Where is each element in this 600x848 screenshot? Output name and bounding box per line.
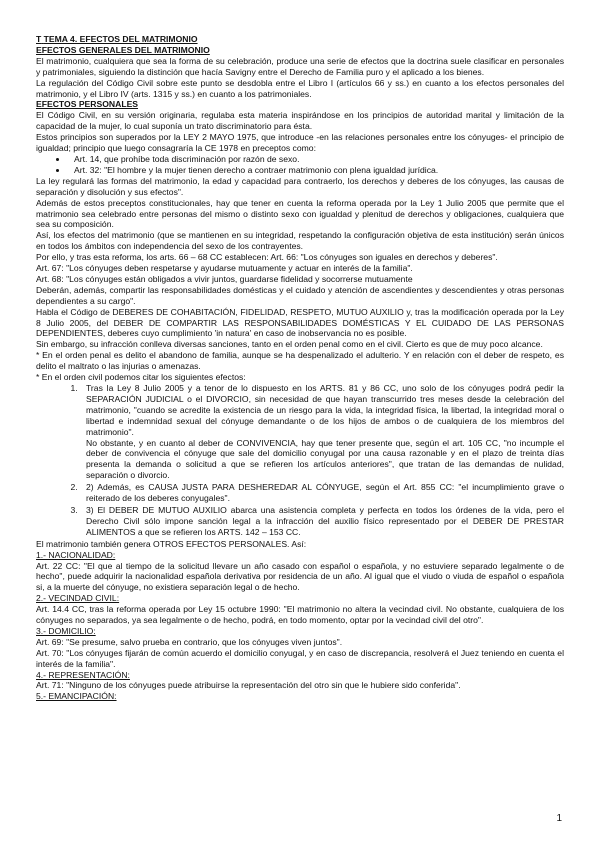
numbered-list bbox=[36, 383, 564, 538]
section-heading-personales: EFECTOS PERSONALES bbox=[36, 99, 139, 110]
paragraph: Art. 67: "Los cónyuges deben respetarse y ayudarse mutuamente y actuar en interés de la familia". bbox=[36, 263, 413, 274]
paragraph: Deberán, además, compartir las responsabilidades domésticas y el cuidado y atención de ascendientes y descendientes y otras personas dependientes a su cargo". bbox=[36, 284, 564, 306]
subheading-domicilio: 3.- DOMICILIO: bbox=[36, 625, 96, 636]
paragraph: Así, los efectos del matrimonio (que se mantienen en su integridad, respetando la configuración objetiva de esta institución) serán únicos en todos los ámbitos con independencia del sexo de los contrayentes. bbox=[36, 230, 564, 252]
bullet-item: • Art. 14, que prohíbe toda discriminación por razón de sexo. bbox=[68, 154, 564, 165]
paragraph: * En el orden penal es delito el abandono de familia, aunque se ha despenalizado el adulterio. Y en relación con el deber de respeto, es delito el maltrato o las injurias o amenazas. bbox=[36, 350, 564, 372]
subheading-vecindad: 2.- VECINDAD CIVIL: bbox=[36, 593, 120, 604]
section-heading-generales: EFECTOS GENERALES DEL MATRIMONIO bbox=[36, 44, 210, 55]
page-number: 1 bbox=[556, 813, 562, 824]
paragraph: Además de estos preceptos constitucionales, hay que tener en cuenta la reforma operada por la Ley 1 Julio 2005 que permite que el matrimonio sea celebrado entre personas del mismo o distinto sexo con igualdad y plenitud de derechos y obligaciones, cualquiera que sea su composición. bbox=[36, 197, 564, 230]
paragraph: Art. 68: "Los cónyuges están obligados a vivir juntos, guardarse fidelidad y socorrerse mutuamente bbox=[36, 273, 413, 284]
paragraph: Art. 71: "Ninguno de los cónyuges puede atribuirse la representación del otro sin que le hubiere sido conferida". bbox=[36, 680, 461, 691]
title-mark: T bbox=[36, 34, 42, 44]
paragraph: La ley regulará las formas del matrimonio, la edad y capacidad para contraerlo, los derechos y deberes de los cónyuges, las causas de separación y disolución y sus efectos". bbox=[36, 175, 564, 197]
document-body bbox=[36, 34, 564, 702]
numbered-item: 2. 2) Además, es CAUSA JUSTA PARA DESHEREDAR AL CÓNYUGE, según el Art. 855 CC: "el incumplimiento grave o reiterado de los deberes conyugales". bbox=[80, 482, 564, 504]
paragraph: Estos principios son superados por la LEY 2 MAYO 1975, que introduce -en las relaciones personales entre los cónyuges- el principio de igualdad; principio que luego consagraría la CE 1978 en preceptos como: bbox=[36, 132, 564, 154]
numbered-item: 3. 3) El DEBER DE MUTUO AUXILIO abarca una asistencia completa y perfecta en todos los órdenes de la vida, pero el Derecho Civil sólo impone sanción legal a la infracción del auxilio físico representado por el DEBER DE PRESTAR ALIMENTOS a que se refieren los ARTS. 142 – 153 CC. bbox=[80, 505, 564, 538]
subheading-representacion: 4.- REPRESENTACIÓN: bbox=[36, 669, 130, 680]
document-title bbox=[36, 34, 564, 45]
numbered-item-text: 1. Tras la Ley 8 Julio 2005 y a tenor de lo dispuesto en los ARTS. 81 y 86 CC, uno solo de los cónyuges podrá pedir la SEPARACIÓN JUDICIAL o el DIVORCIO, sin necesidad de que hayan transcurrido tres meses desde la celebración del matrimonio, "cuando se acredite la existencia de un riesgo para la vida, la integridad física, la libertad, la integridad moral o libertad e indemnidad sexual del cónyuge demandante o de los hijos de ambos o de cualquiera de los miembros del matrimonio". bbox=[86, 383, 564, 437]
paragraph: * En el orden civil podemos citar los siguientes efectos: bbox=[36, 372, 246, 383]
numbered-item-continuation: No obstante, y en cuanto al deber de CONVIVENCIA, hay que tener presente que, según el art. 105 CC, "no incumple el deber de convivencia el cónyuge que sale del domicilio conyugal por una causa razonable y en el plazo de treinta días presenta la demanda o solicitud a que se refieren los artículos anteriores", que tratan de las demandas de nulidad, separación o divorcio. bbox=[86, 437, 564, 481]
paragraph: La regulación del Código Civil sobre este punto se desdobla entre el Libro I (artículos 66 y ss.) en cuanto a los efectos personales del matrimonio, y el Libro IV (arts. 1315 y ss.) en cuanto a los patrimoniales. bbox=[36, 77, 564, 99]
paragraph: El matrimonio también genera OTROS EFECTOS PERSONALES. Así: bbox=[36, 538, 307, 549]
bullet-list bbox=[36, 154, 564, 176]
subheading-emancipacion: 5.- EMANCIPACIÓN: bbox=[36, 691, 117, 702]
bullet-item: • Art. 32: "El hombre y la mujer tienen derecho a contraer matrimonio con plena igualdad jurídica. bbox=[68, 165, 564, 176]
subheading-nacionalidad: 1.- NACIONALIDAD: bbox=[36, 549, 116, 560]
numbered-item bbox=[80, 383, 564, 481]
paragraph: Habla el Código de DEBERES DE COHABITACIÓN, FIDELIDAD, RESPETO, MUTUO AUXILIO y, tras la modificación operada por la Ley 8 Julio 2005, del DEBER DE COMPARTIR LAS RESPONSABILIDADES DOMÉSTICAS Y EL CUIDADO DE LAS PERSONAS DEPENDIENTES, deberes cuyo cumplimiento 'in natura' en caso de inobservancia no es posible. bbox=[36, 306, 564, 339]
paragraph: El Código Civil, en su versión originaria, regulaba esta materia inspirándose en los principios de autoridad marital y limitación de la capacidad de la mujer, lo cual suponía un trato discriminatorio para ésta. bbox=[36, 110, 564, 132]
paragraph: El matrimonio, cualquiera que sea la forma de su celebración, produce una serie de efectos que la doctrina suele clasificar en personales y patrimoniales, siguiendo la distinción que hacía Savigny entre el Derecho de Familia puro y el aplicado a los bienes. bbox=[36, 55, 564, 77]
paragraph: Art. 22 CC: "El que al tiempo de la solicitud llevare un año casado con español o española, y no estuviere separado legalmente o de hecho", puede adquirir la nacionalidad española derivativa por residencia de un año. Al igual que el viudo o viuda de español o española si, a la muerte del cónyuge, no existiera separación legal o de hecho. bbox=[36, 560, 564, 593]
title-text: TEMA 4. EFECTOS DEL MATRIMONIO bbox=[43, 34, 198, 44]
paragraph: Art. 14.4 CC, tras la reforma operada por Ley 15 octubre 1990: "El matrimonio no altera la vecindad civil. No obstante, cualquiera de los cónyuges no separados, ya sea legalmente o de hecho, podrá, en todo momento, optar por la vecindad civil del otro". bbox=[36, 604, 564, 626]
paragraph: Por ello, y tras esta reforma, los arts. 66 – 68 CC establecen: Art. 66: "Los cónyuges son iguales en derechos y deberes". bbox=[36, 252, 498, 263]
paragraph: Art. 69: "Se presume, salvo prueba en contrario, que los cónyuges viven juntos". bbox=[36, 636, 343, 647]
paragraph: Sin embargo, su infracción conlleva diversas sanciones, tanto en el orden penal como en el civil. Cierto es que de muy poco alcance. bbox=[36, 339, 543, 350]
paragraph: Art. 70: "Los cónyuges fijarán de común acuerdo el domicilio conyugal, y en caso de discrepancia, resolverá el Juez teniendo en cuenta el interés de la familia". bbox=[36, 647, 564, 669]
